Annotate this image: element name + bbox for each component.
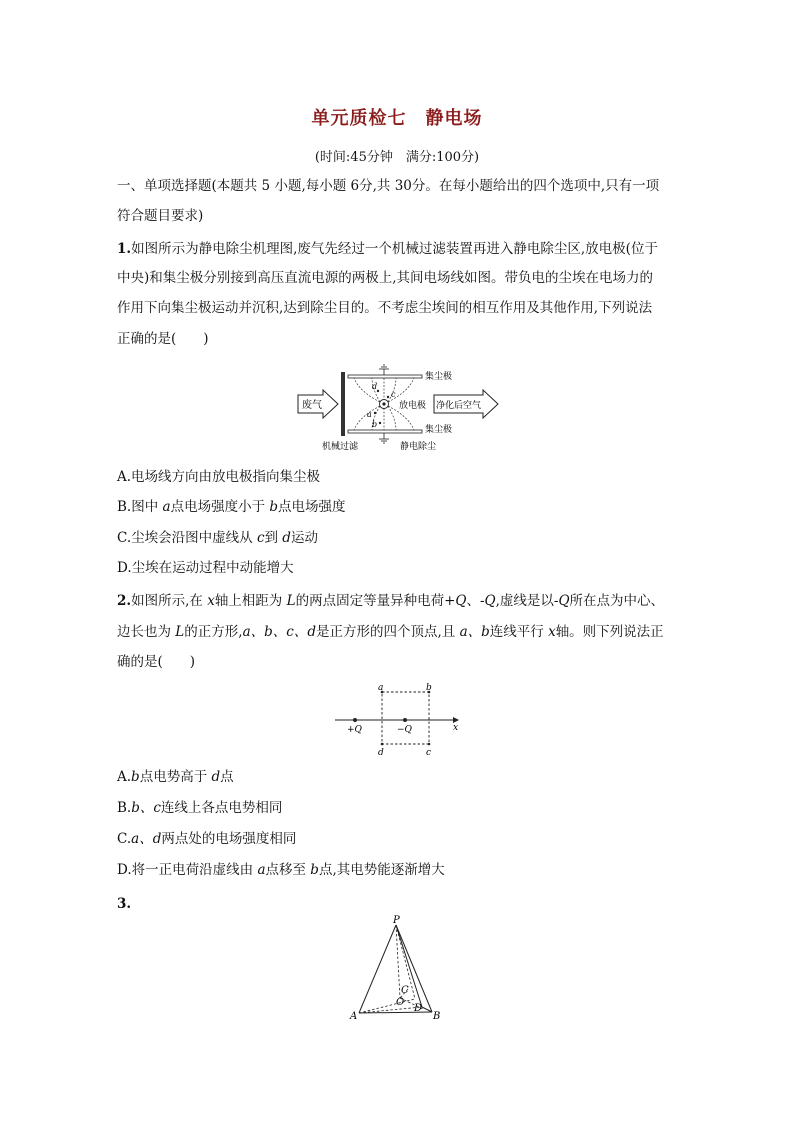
q2-option-c: C.a、d两点处的电场强度相同: [117, 831, 297, 847]
q1-line4: 正确的是( ): [117, 331, 209, 347]
q3-point-o: O: [396, 997, 405, 1008]
q1-point-d: d: [372, 382, 378, 391]
q3-point-b: B: [433, 1011, 441, 1022]
q1-number: 1.: [117, 241, 132, 257]
section-heading-line2: 符合题目要求): [117, 208, 204, 224]
section-heading-line1: 一、单项选择题(本题共 5 小题,每小题 6分,共 30分。在每小题给出的四个选项中,只有一项: [117, 178, 660, 194]
q3-point-c: C: [401, 985, 409, 996]
q3-number: 3.: [117, 896, 132, 912]
q1-figure-electrostatic-precipitator: [296, 360, 506, 456]
q2-line2: 边长也为 L的正方形,a、b、c、d是正方形的四个顶点,且 a、b连线平行 x轴。则下列说法正: [117, 624, 664, 640]
q1-text-1: 如图所示为静电除尘机理图,废气先经过一个机械过滤装置再进入静电除尘区,放电极(位于: [131, 241, 658, 257]
q2-option-d: D.将一正电荷沿虚线由 a点移至 b点,其电势能逐渐增大: [117, 862, 445, 878]
q2-charge-negative: −Q: [397, 725, 412, 735]
q2-figure-square-charges: [333, 682, 463, 758]
q1-point-b: b: [372, 420, 378, 429]
q3-point-p: P: [393, 915, 400, 926]
q3-point-a: A: [350, 1011, 358, 1022]
q1-option-b: B.图中 a点电场强度小于 b点电场强度: [117, 499, 346, 515]
page-title: 单元质检七 静电场: [311, 108, 483, 129]
q1-label-clean-air: 净化后空气: [436, 401, 482, 411]
q2-point-b: b: [426, 683, 432, 693]
q1-label-filter: 机械过滤: [322, 442, 359, 452]
q1-line3: 作用下向集尘极运动并沉积,达到除尘目的。不考虑尘埃间的相互作用及其他作用,下列说法: [117, 300, 653, 316]
q1-option-a: A.电场线方向由放电极指向集尘极: [117, 469, 321, 485]
q2-line3: 确的是( ): [117, 654, 196, 670]
q1-line2: 中央)和集尘极分别接到高压直流电源的两极上,其间电场线如图。带负电的尘埃在电场力的: [117, 270, 654, 286]
q2-point-a: a: [378, 683, 384, 693]
q2-charge-positive: +Q: [347, 725, 362, 735]
q1-point-c: c: [391, 390, 396, 399]
q1-point-a: a: [367, 410, 372, 419]
q2-option-a: A.b点电势高于 d点: [117, 769, 234, 785]
q1-label-waste-gas: 废气: [302, 400, 322, 411]
q3-line1: [117, 894, 682, 914]
q1-label-discharge: 放电极: [399, 401, 427, 411]
q1-label-collector-top: 集尘极: [425, 372, 453, 382]
q1-option-c: C.尘埃会沿图中虚线从 c到 d运动: [117, 530, 318, 546]
q2-number: 2.: [117, 593, 132, 609]
q2-option-b: B.b、c连线上各点电势相同: [117, 800, 283, 816]
q2-line1: 2.如图所示,在 x轴上相距为 L的两点固定等量异种电荷+Q、-Q,虚线是以-Q所在点为中心、: [117, 593, 665, 609]
q1-line1: [117, 239, 682, 259]
q1-option-d: D.尘埃在运动过程中动能增大: [117, 560, 294, 576]
q1-label-esp: 静电除尘: [400, 442, 437, 452]
q2-point-c: c: [426, 748, 432, 758]
q2-axis-x: x: [453, 723, 459, 733]
q2-point-d: d: [378, 748, 384, 758]
q3-figure-tetrahedron: [346, 913, 450, 1025]
q1-label-collector-bottom: 集尘极: [425, 425, 453, 435]
q3-point-d: D: [414, 1003, 423, 1014]
page-subtitle: (时间:45分钟 满分:100分): [314, 150, 480, 165]
